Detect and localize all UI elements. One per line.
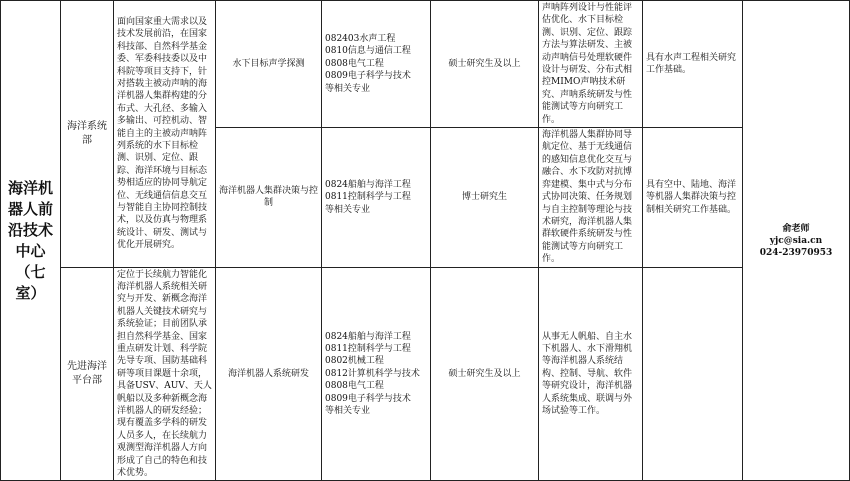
majors-cell <box>322 128 431 267</box>
work-content: 声呐阵列设计与性能评估优化、水下目标检测、识别、定位、跟踪方法与算法研发、主被动声呐信号处理软硬件设计与研发、分布式相控MIMO声呐技术研究、声呐系统研发与性能测试等方向研究工作。 <box>539 1 643 128</box>
candidate-requirement: 具有水声工程相关研究工作基础。 <box>643 1 743 128</box>
major-item: 等相关专业 <box>325 406 371 416</box>
majors-cell <box>322 1 431 128</box>
degree-requirement: 博士研究生 <box>431 128 539 267</box>
department-name: 海洋系统部 <box>61 1 114 268</box>
major-item: 0802机械工程 <box>325 356 384 367</box>
contact-name: 俞老师 <box>782 223 810 234</box>
major-item: 0808电气工程 <box>325 381 384 392</box>
major-item: 0808电气工程 <box>325 58 384 69</box>
direction-title: 海洋机器人集群决策与控制 <box>216 128 322 267</box>
work-content: 海洋机器人集群协同导航定位、基于无线通信的感知信息优化交互与融合、水下攻防对抗博弈建模、集中式与分布式协同决策、任务规划与自主控制等理论与技术研究，海洋机器人集群软硬件系统研发与性能测试等方向研究工作。 <box>539 128 643 267</box>
major-item: 0809电子科学与技术 <box>325 393 411 404</box>
majors-cell <box>322 267 431 481</box>
contact-email[interactable]: yjc@sia.cn <box>769 235 823 246</box>
major-item: 0811控制科学与工程 <box>325 192 411 203</box>
major-item: 0809电子科学与技术 <box>325 71 411 82</box>
major-item: 0811控制科学与工程 <box>325 343 411 354</box>
contact-cell <box>743 1 850 481</box>
work-content: 从事无人帆船、自主水下机器人、水下滑翔机等海洋机器人系统结构、控制、导航、软件等研究设计，海洋机器人系统集成、联调与外场试验等工作。 <box>539 267 643 481</box>
department-intro: 定位于长续航力智能化海洋机器人系统相关研究与开发、新概念海洋机器人关键技术研究与系统验证；目前团队承担自然科学基金、国家重点研发计划、科学院先导专项、国防基础科研等项目课题十余项，具备USV、AUV、天人帆船以及多种新概念海洋机器人的研发经验；现有覆盖多学科的研发人员多人，在长续航力观测型海洋机器人方向形成了自己的特色和技术优势。 <box>114 267 216 481</box>
candidate-requirement: 具有空中、陆地、海洋等机器人集群决策与控制相关研究工作基础。 <box>643 128 743 267</box>
degree-requirement: 硕士研究生及以上 <box>431 267 539 481</box>
org-name: 海洋机器人前沿技术中心（七室） <box>1 1 61 481</box>
candidate-requirement <box>643 267 743 481</box>
major-item: 0812计算机科学与技术 <box>325 368 420 379</box>
direction-title: 水下目标声学探测 <box>216 1 322 128</box>
major-item: 082403水声工程 <box>325 34 396 45</box>
degree-requirement: 硕士研究生及以上 <box>431 1 539 128</box>
major-item: 0810信息与通信工程 <box>325 46 411 57</box>
major-item: 0824船舶与海洋工程 <box>325 331 411 342</box>
direction-title: 海洋机器人系统研发 <box>216 267 322 481</box>
major-item: 等相关专业 <box>325 83 371 94</box>
contact-phone: 024-23970953 <box>759 247 833 258</box>
major-item: 0824船舶与海洋工程 <box>325 179 411 190</box>
major-item: 等相关专业 <box>325 204 371 215</box>
department-name: 先进海洋平台部 <box>61 267 114 481</box>
department-intro: 面向国家重大需求以及技术发展前沿，在国家科技部、自然科学基金委、军委科技委以及中科院等项目支持下，针对搭载主被动声呐的海洋机器人集群构建的分布式、大孔径、多输入多输出、可控机动、智能自主的主被动声呐阵列系统的水下目标检测、识别、定位、跟踪、海洋环境与目标态势相适应的协同导航定位、无线通信信息交互与智能自主协同控制技术，以及仿真与物理系统设计、研发、测试与优化开展研究。 <box>114 1 216 268</box>
